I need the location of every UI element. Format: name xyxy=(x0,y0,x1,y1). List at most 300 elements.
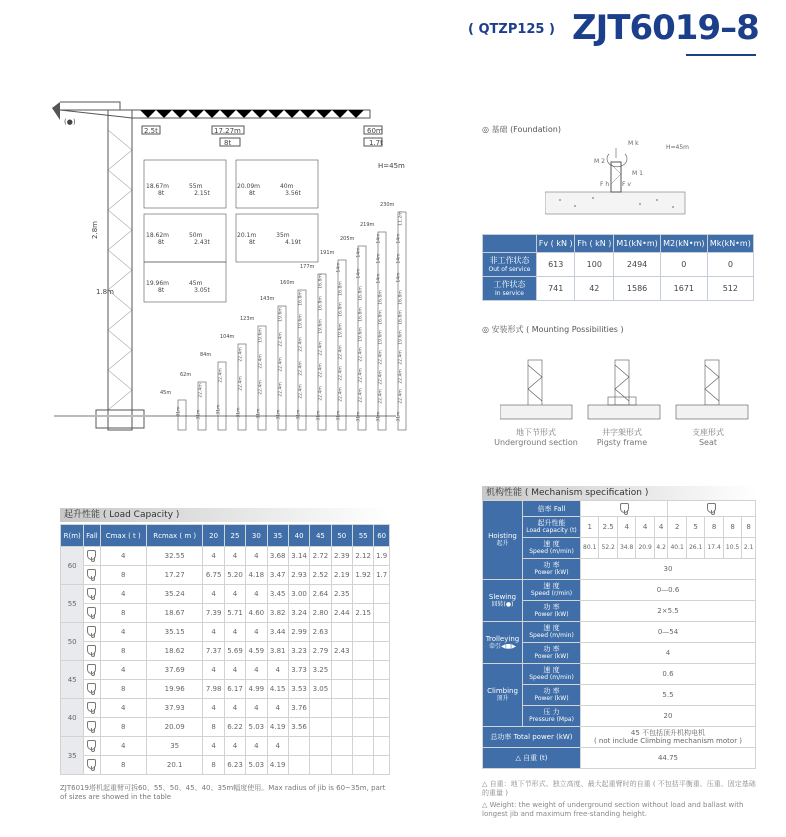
cell: 17.27 xyxy=(146,566,203,585)
cell: 20.09 xyxy=(146,718,203,737)
column-header: 50 xyxy=(331,525,352,547)
mount-en: Pigsty frame xyxy=(596,438,648,447)
tower-segment-label: 19.6m xyxy=(318,319,324,334)
col-mk: Mk(kN•m) xyxy=(707,235,753,253)
table-row xyxy=(483,643,756,664)
cell xyxy=(352,661,373,680)
jib-config-45 xyxy=(146,280,226,294)
mount-cn: 支座形式 xyxy=(692,428,724,437)
trolley-power-value: 4 xyxy=(581,643,756,664)
cell: 42 xyxy=(575,277,614,301)
cell: 7.98 xyxy=(203,680,224,699)
cell: 1671 xyxy=(660,277,707,301)
cell: 4.99 xyxy=(246,680,267,699)
column-header: 45 xyxy=(310,525,331,547)
cell: 2.64 xyxy=(310,585,331,604)
mech-table xyxy=(482,500,756,769)
cell xyxy=(374,623,390,642)
cell xyxy=(352,756,373,775)
jib-min-radius: 18.67m xyxy=(146,183,170,190)
weight-value: 44.75 xyxy=(581,748,756,769)
tower-segment-label: 14m xyxy=(376,272,382,284)
cell: 35 xyxy=(146,737,203,756)
foundation-m1: M 1 xyxy=(632,170,643,177)
fall-icon-cell xyxy=(84,718,100,737)
tower-segment-label: 22.4m xyxy=(358,347,364,363)
cell: 2.99 xyxy=(288,623,309,642)
tower-segment-label: 22.4m xyxy=(298,337,304,353)
table-row xyxy=(61,623,390,642)
col-m1: M1(kN•m) xyxy=(614,235,661,253)
cap-cell: 8 xyxy=(723,517,741,538)
jib-length: 35m xyxy=(276,232,290,239)
cell xyxy=(352,585,373,604)
fall-icon-cell xyxy=(84,585,100,604)
hook-max-load: 8t xyxy=(224,139,232,147)
radius-cell: 55 xyxy=(61,585,84,623)
slew-speed-value: 0—0.6 xyxy=(581,580,756,601)
tower-segment-label: 22.4m xyxy=(218,368,224,383)
speed-cell: 34.8 xyxy=(617,538,635,559)
cell xyxy=(374,642,390,661)
fall-icon-cell xyxy=(84,642,100,661)
cell: 1.7 xyxy=(374,566,390,585)
tower-segment-label: 31m xyxy=(236,407,242,418)
mech-title: 机构性能 ( Mechanism specification ) xyxy=(482,486,756,500)
cell xyxy=(331,718,352,737)
power-label: 功 率 xyxy=(543,561,560,569)
table-row xyxy=(483,706,756,727)
tower-segment-label: 22.4m xyxy=(338,366,344,381)
table-row xyxy=(61,680,390,699)
jib-length: 50m xyxy=(188,232,203,239)
jib-min-radius: 19.96m xyxy=(146,280,170,287)
tower-segment-label: 14m xyxy=(396,252,402,264)
column-header: 60 xyxy=(374,525,390,547)
table-row xyxy=(61,661,390,680)
cell: 4 xyxy=(246,699,267,718)
cell: 37.93 xyxy=(146,699,203,718)
load-table xyxy=(60,524,390,775)
cell xyxy=(374,699,390,718)
cell: 35.24 xyxy=(146,585,203,604)
cell: 5.69 xyxy=(224,642,245,661)
climb-pressure-value: 20 xyxy=(581,706,756,727)
cap-cell: 4 xyxy=(617,517,635,538)
speed-cell: 20.9 xyxy=(636,538,654,559)
mount-cn: 地下节形式 xyxy=(516,428,556,437)
speed-sub: Speed (m/min) xyxy=(529,632,574,639)
cell: 613 xyxy=(537,253,575,277)
col-fv: Fv ( kN ) xyxy=(537,235,575,253)
table-row xyxy=(61,566,390,585)
speed-cell: 10.5 xyxy=(723,538,741,559)
cell xyxy=(352,737,373,756)
foundation-m2: M 2 xyxy=(594,158,605,165)
cell: 8 xyxy=(100,680,146,699)
tower-segment-label: 14m xyxy=(376,253,382,264)
tower-segment-label: 14m xyxy=(356,268,362,279)
speed-sub: Speed (m/min) xyxy=(529,674,574,681)
tower-height: 123m xyxy=(240,316,255,322)
column-header: Rcmax ( m ) xyxy=(146,525,203,547)
hook-icon xyxy=(87,588,96,598)
hook-icon xyxy=(87,702,96,712)
jib-config-50 xyxy=(146,232,226,246)
table-row xyxy=(483,501,756,517)
table-row xyxy=(61,737,390,756)
table-row xyxy=(61,547,390,566)
cell: 4 xyxy=(224,623,245,642)
column-header: 30 xyxy=(246,525,267,547)
fall-icon-cell xyxy=(84,547,100,566)
cell: 2.43 xyxy=(331,642,352,661)
cell: 2.93 xyxy=(288,566,309,585)
cell: 1586 xyxy=(614,277,661,301)
speed-label: 速 度 xyxy=(543,582,560,590)
foundation-height: H=45m xyxy=(666,144,690,151)
group-cn: 牵引◀■▶ xyxy=(489,642,516,650)
tower-segment-label: 14m xyxy=(376,233,382,244)
jib-min-radius: 20.1m xyxy=(237,232,257,239)
fall-icon-cell xyxy=(84,680,100,699)
cell: 3.00 xyxy=(288,585,309,604)
cell: 4 xyxy=(224,737,245,756)
cell: 0 xyxy=(707,253,753,277)
hook-icon xyxy=(87,740,96,750)
col-m2: M2(kN•m) xyxy=(660,235,707,253)
weight-icon: △ xyxy=(482,780,488,788)
hook-icon xyxy=(707,503,716,513)
group-cn: 回转(●) xyxy=(491,600,514,608)
jib-length: 40m xyxy=(279,183,294,190)
cell xyxy=(374,718,390,737)
power-sub: Power (kW) xyxy=(534,611,569,618)
cell: 4.18 xyxy=(246,566,267,585)
tower-height: 84m xyxy=(200,352,212,358)
load-note: ZJT6019塔机起重臂可拆60、55、50、45、40、35m幅度使用。Max radius of jib is 60~35m, part of sizes are showed in the table xyxy=(60,784,386,801)
table-row xyxy=(483,277,754,301)
tower-height: 191m xyxy=(320,250,335,256)
slew-symbol: (●) xyxy=(64,118,76,126)
climb-speed-value: 0.6 xyxy=(581,664,756,685)
column-header: 25 xyxy=(224,525,245,547)
cell: 741 xyxy=(537,277,575,301)
cap-cell: 5 xyxy=(686,517,704,538)
tower-segment-label: 22.4m xyxy=(398,389,404,404)
cell: 2.19 xyxy=(331,566,352,585)
cell: 2494 xyxy=(614,253,661,277)
tower-segment-label: 31m xyxy=(336,410,342,421)
tower-segment-label: 22.4m xyxy=(278,357,284,372)
speed-sub: Speed (m/min) xyxy=(529,548,574,555)
group-label: Hoisting xyxy=(488,532,517,540)
jib-length: 55m xyxy=(188,183,203,190)
cell: 6.23 xyxy=(224,756,245,775)
group-cn: 顶升 xyxy=(496,695,509,702)
cell: 4 xyxy=(203,661,224,680)
tower-segment-label: 22.4m xyxy=(378,349,384,365)
tower-segment-label: 31m xyxy=(296,409,302,420)
mount-seat xyxy=(666,428,750,448)
cell xyxy=(310,756,331,775)
cell: 4 xyxy=(203,547,224,566)
tower-segment-label: 19.6m xyxy=(258,328,264,343)
cell: 4.60 xyxy=(246,604,267,623)
cell: 4.19 xyxy=(267,756,288,775)
hook-icon xyxy=(87,664,96,674)
group-label: Climbing xyxy=(487,687,518,695)
tower-segment-label: 31m xyxy=(276,409,282,420)
cell: 4 xyxy=(224,585,245,604)
speed-cell: 52.2 xyxy=(599,538,617,559)
tower-segment-label: 22.4m xyxy=(338,387,344,402)
cell: 3.14 xyxy=(288,547,309,566)
cell xyxy=(374,737,390,756)
cell: 8 xyxy=(100,642,146,661)
hook-icon xyxy=(87,721,96,731)
hook-icon xyxy=(87,683,96,693)
cell: 5.20 xyxy=(224,566,245,585)
table-row xyxy=(483,601,756,622)
weight-icon: △ xyxy=(515,754,521,762)
hook-icon xyxy=(87,569,96,579)
cell: 5.03 xyxy=(246,756,267,775)
power-sub: Power (kW) xyxy=(534,569,569,576)
tower-segment-label: 31m xyxy=(216,404,222,415)
cell: 1.9 xyxy=(374,547,390,566)
cell: 4 xyxy=(246,661,267,680)
fall-icon-cell xyxy=(84,756,100,775)
cap-cell: 8 xyxy=(742,517,756,538)
cell: 4 xyxy=(100,623,146,642)
legend-cn: 自重：地下节形式、独立高度、最大起重臂时的自重 ( 不包括平衡重、压重、固定基础的重量 ) xyxy=(482,780,756,797)
cell: 3.68 xyxy=(267,547,288,566)
radius-cell: 40 xyxy=(61,699,84,737)
cell: 2.35 xyxy=(331,585,352,604)
tower-segment-label: 19.6m xyxy=(358,327,364,342)
cap-cell: 4 xyxy=(654,517,668,538)
jib-min-radius: 20.09m xyxy=(237,183,261,190)
tower-segment-label: 16.8m xyxy=(298,290,304,306)
radius-cell: 45 xyxy=(61,661,84,699)
hoist-power-value: 30 xyxy=(581,559,756,580)
jib-length-label: 60m xyxy=(367,127,383,135)
cell: 4 xyxy=(267,699,288,718)
page-title: ZJT6019–8 xyxy=(572,8,759,48)
cell: 3.56 xyxy=(288,718,309,737)
cell xyxy=(331,680,352,699)
cell xyxy=(352,718,373,737)
cell xyxy=(352,699,373,718)
tower-segment-label: 14m xyxy=(356,247,362,258)
cell: 4 xyxy=(100,547,146,566)
cell: 2.44 xyxy=(331,604,352,623)
hook-icon xyxy=(620,503,629,513)
tower-height: 62m xyxy=(180,372,192,378)
tower-segment-label: 31m xyxy=(356,411,362,422)
free-height-label: H=45m xyxy=(378,162,405,170)
total-power-note: ( not include Climbing mechanism motor ) xyxy=(593,737,743,745)
tower-segment-label: 16.8m xyxy=(318,296,324,312)
legend xyxy=(482,780,758,819)
tower-segment-label: 16.8m xyxy=(338,302,344,317)
cell: 4 xyxy=(246,623,267,642)
tower-segment-label: 16.8m xyxy=(378,310,384,325)
tower-segment-label: 22.4m xyxy=(378,389,384,404)
cell: 2.80 xyxy=(310,604,331,623)
hook-icon xyxy=(87,607,96,617)
cell: 4.59 xyxy=(246,642,267,661)
jib-tip-load: 3.05t xyxy=(194,287,210,294)
cell: 4 xyxy=(267,661,288,680)
pressure-label: 压 力 xyxy=(543,708,560,716)
cell: 0 xyxy=(660,253,707,277)
table-row xyxy=(61,642,390,661)
cell: 3.25 xyxy=(310,661,331,680)
tower-segment-label: 16.8m xyxy=(398,290,404,305)
table-row xyxy=(61,604,390,623)
cell: 3.47 xyxy=(267,566,288,585)
jib-tip-load: 3.56t xyxy=(285,190,301,197)
tower-segment-label: 14m xyxy=(396,272,402,283)
cell xyxy=(310,699,331,718)
model-code: ( QTZP125 ) xyxy=(468,22,555,37)
tower-segment-label: 31m xyxy=(176,406,182,417)
cell: 4 xyxy=(224,547,245,566)
speed-label: 速 度 xyxy=(543,666,560,674)
cell xyxy=(374,661,390,680)
pressure-sub: Pressure (Mpa) xyxy=(529,716,574,723)
cell: 4 xyxy=(100,737,146,756)
cell xyxy=(374,756,390,775)
slew-power-value: 2×5.5 xyxy=(581,601,756,622)
tower-segment-label: 31m xyxy=(376,411,382,422)
hook-icon xyxy=(87,550,96,560)
tower-segment-label: 22.4m xyxy=(298,384,304,399)
tower-segment-label: 16.8m xyxy=(378,290,384,305)
cell: 3.24 xyxy=(288,604,309,623)
mount-en: Seat xyxy=(698,438,718,447)
cell: 3.44 xyxy=(267,623,288,642)
cell: 19.96 xyxy=(146,680,203,699)
cell xyxy=(374,604,390,623)
tower-segment-label: 31m xyxy=(396,411,402,422)
group-label: Slewing xyxy=(488,592,517,601)
hook-icon xyxy=(87,759,96,769)
power-label: 功 率 xyxy=(543,603,560,611)
row-label: 工作状态 xyxy=(493,279,526,289)
tower-segment-label: 22.4m xyxy=(318,341,324,356)
hook-load-label: 2.5t xyxy=(144,127,158,135)
table-row xyxy=(483,580,756,601)
tower-height: 230m xyxy=(380,202,395,208)
load-title: 起升性能 ( Load Capacity ) xyxy=(60,508,390,522)
jib-config-40 xyxy=(237,183,317,197)
cell: 1.92 xyxy=(352,566,373,585)
group-cn: 起升 xyxy=(496,540,509,547)
column-header: 20 xyxy=(203,525,224,547)
base-width-label: 1.8m xyxy=(96,288,114,296)
cell: 20.1 xyxy=(146,756,203,775)
tower-segment-label: 22.4m xyxy=(338,344,344,360)
mount-en: Underground section xyxy=(494,438,578,447)
cell xyxy=(352,623,373,642)
mount-pigsty xyxy=(580,428,664,448)
cell: 8 xyxy=(203,718,224,737)
fall-icon-cell xyxy=(84,604,100,623)
cell: 8 xyxy=(203,756,224,775)
cell: 5.03 xyxy=(246,718,267,737)
cap-sub: Load capacity (t) xyxy=(526,527,577,534)
cell xyxy=(331,756,352,775)
group-label: Trolleying xyxy=(485,634,520,643)
jib-max-load: 8t xyxy=(249,190,256,197)
radius-cell: 35 xyxy=(61,737,84,775)
tower-segment-label: 31m xyxy=(256,408,262,419)
cap-cell: 8 xyxy=(705,517,723,538)
cell: 18.67 xyxy=(146,604,203,623)
foundation-fh: F h xyxy=(600,181,610,188)
cell: 7.39 xyxy=(203,604,224,623)
cell xyxy=(310,718,331,737)
cell: 6.17 xyxy=(224,680,245,699)
cell: 3.81 xyxy=(267,642,288,661)
cap-cell: 2 xyxy=(668,517,686,538)
foundation-diagram xyxy=(545,140,695,220)
hook-icon xyxy=(87,626,96,636)
column-header: 55 xyxy=(352,525,373,547)
table-row xyxy=(483,664,756,685)
jib-min-radius: 18.62m xyxy=(146,232,170,239)
cell: 4 xyxy=(203,623,224,642)
cell xyxy=(331,737,352,756)
cell: 3.45 xyxy=(267,585,288,604)
cell: 8 xyxy=(100,756,146,775)
tower-segment-label: 22.4m xyxy=(298,360,304,376)
foundation-title: ◎ 基础 (Foundation) xyxy=(482,125,561,134)
speed-sub: Speed (r/min) xyxy=(530,590,573,597)
tower-segment-label: 22.4m xyxy=(238,347,244,363)
cell xyxy=(310,737,331,756)
cell: 4 xyxy=(100,699,146,718)
mounting-title: ◎ 安装形式 ( Mounting Possibilities ) xyxy=(482,325,624,334)
cell: 4.19 xyxy=(267,718,288,737)
cell: 6.75 xyxy=(203,566,224,585)
tower-segment-label: 22.4m xyxy=(378,369,384,385)
table-row xyxy=(483,538,756,559)
tower-segment-label: 22.4m xyxy=(258,380,264,395)
foundation-table xyxy=(482,234,754,301)
cell: 6.22 xyxy=(224,718,245,737)
fall-label: 倍率 Fall xyxy=(523,501,581,517)
table-row xyxy=(61,699,390,718)
table-row xyxy=(483,559,756,580)
radius-cell: 50 xyxy=(61,623,84,661)
cell xyxy=(374,680,390,699)
cell xyxy=(288,756,309,775)
tower-segment-label: 22.4m xyxy=(398,349,404,365)
column-header: 35 xyxy=(267,525,288,547)
tower-segment-label: 22.4m xyxy=(278,382,284,397)
table-row xyxy=(483,253,754,277)
tower-segment-label: 22.4m xyxy=(258,354,264,369)
fall-icon-cell xyxy=(84,566,100,585)
cell: 3.82 xyxy=(267,604,288,623)
cell: 2.12 xyxy=(352,547,373,566)
jib-max-load: 8t xyxy=(158,287,165,294)
speed-cell: 2.1 xyxy=(742,538,756,559)
